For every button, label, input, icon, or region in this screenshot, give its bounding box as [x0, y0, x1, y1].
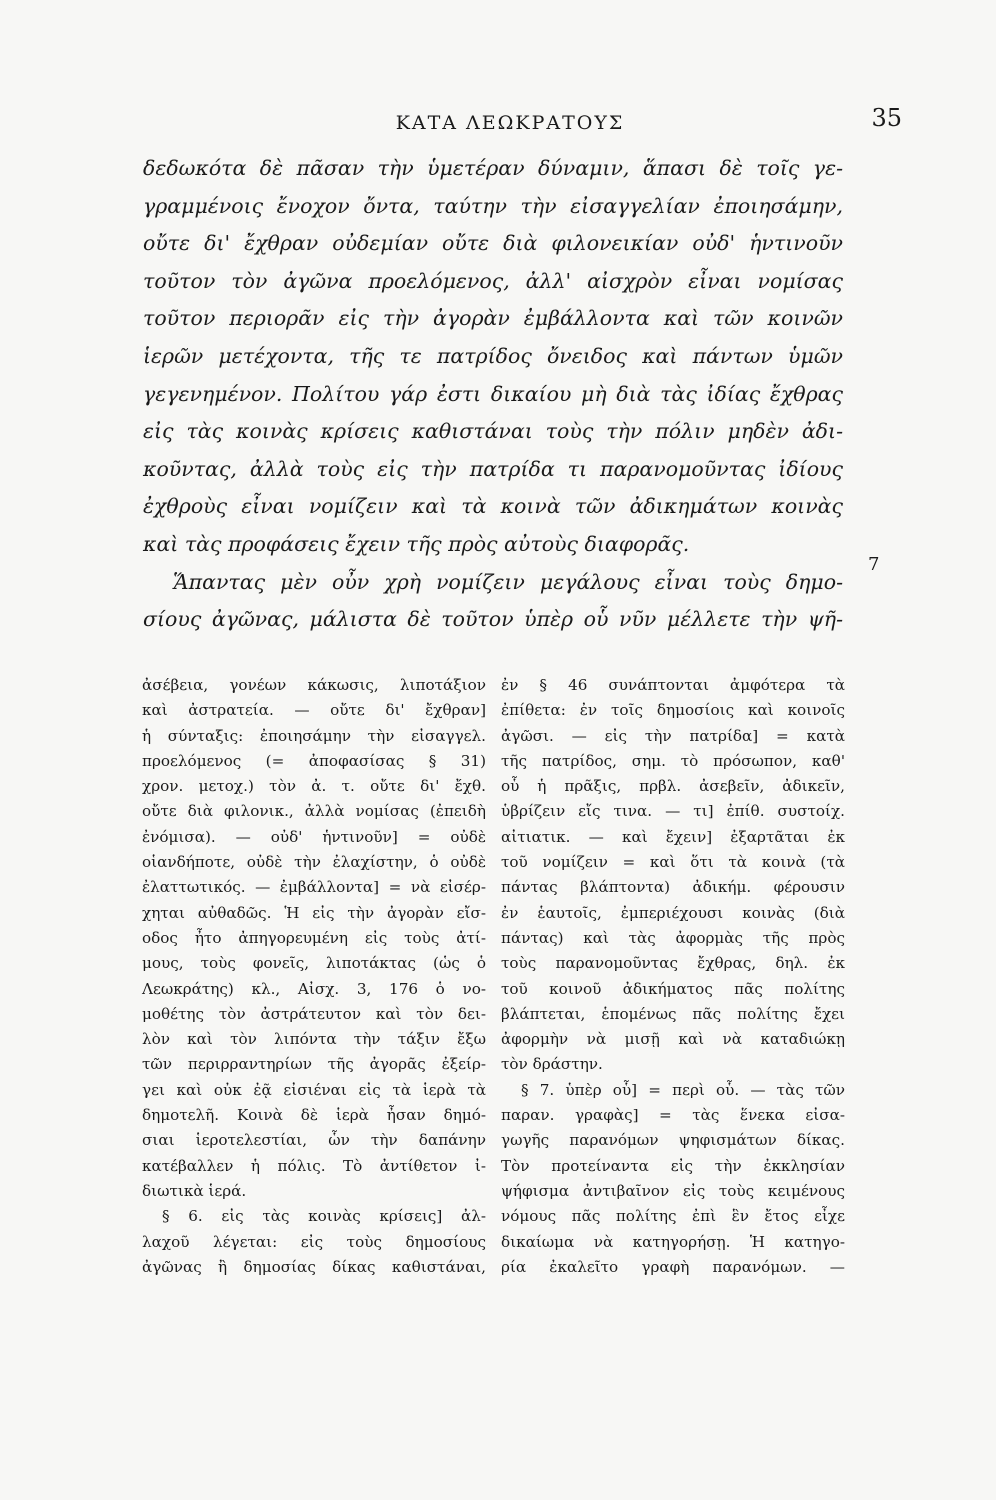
note-line: κατέβαλλεν ἡ πόλις. Τὸ ἀντίθετον ἰ- [142, 1156, 486, 1175]
text-line: τοῦτον τὸν ἀγῶνα προελόμενος, ἀλλ' αἰσχρὸν εἶναι νομίσας [143, 268, 843, 293]
page-number: 35 [871, 104, 902, 132]
note-line: § 7. ὑπὲρ οὗ] = περὶ οὗ. — τὰς τῶν [521, 1080, 845, 1099]
note-line: γει καὶ οὐκ ἐᾷ εἰσιέναι εἰς τὰ ἱερὰ τὰ [142, 1080, 486, 1099]
text-line: δεδωκότα δὲ πᾶσαν τὴν ὑμετέραν δύναμιν, ἅπασι δὲ τοῖς γε- [143, 156, 843, 180]
note-line: ὑβρίζειν εἴς τινα. — τι] ἐπίθ. συστοίχ. [501, 802, 845, 821]
running-title: ΚΑΤΑ ΛΕΩΚΡΑΤΟΥΣ [395, 112, 625, 134]
note-line: Λεωκράτης) κλ., Αἰσχ. 3, 176 ὁ νο- [142, 979, 486, 998]
note-line: ἀσέβεια, γονέων κάκωσις, λιποτάξιον [142, 676, 486, 694]
note-line: τῶν περιρραντηρίων τῆς ἀγορᾶς ἐξείρ- [142, 1055, 486, 1074]
note-line: παραν. γραφὰς] = τὰς ἕνεκα εἰσα- [501, 1106, 845, 1125]
text-line: ἱερῶν μετέχοντα, τῆς τε πατρίδος ὄνειδος καὶ πάντων ὑμῶν [143, 343, 843, 368]
note-line: ἀφορμὴν νὰ μισῇ καὶ νὰ καταδιώκῃ [501, 1030, 845, 1049]
note-line: τὸν δράστην. [501, 1055, 603, 1074]
note-line: σιαι ἱεροτελεστίαι, ὧν τὴν δαπάνην [142, 1131, 486, 1150]
note-line: τοὺς παρανομοῦντας ἔχθρας, δηλ. ἐκ [501, 954, 845, 973]
note-line: χηται αὐθαδῶς. Ἡ εἰς τὴν ἀγορὰν εἴσ- [142, 903, 486, 922]
text-line: Ἅπαντας μὲν οὖν χρὴ νομίζειν μεγάλους εἶναι τοὺς δημο- [173, 569, 843, 594]
note-line: τῆς πατρίδος, σημ. τὸ πρόσωπον, καθ' [501, 751, 845, 770]
note-line: δικαίωμα νὰ κατηγορήσῃ. Ἡ κατηγο- [501, 1232, 845, 1251]
text-line: καὶ τὰς προφάσεις ἔχειν τῆς πρὸς αὐτοὺς διαφορᾶς. [143, 531, 690, 556]
text-line: γεγενημένον. Πολίτου γάρ ἐστι δικαίου μὴ διὰ τὰς ἰδίας ἔχθρας [143, 381, 843, 406]
note-line: πάντας) καὶ τὰς ἀφορμὰς τῆς πρὸς [501, 928, 845, 947]
text-line: ἐχθροὺς εἶναι νομίζειν καὶ τὰ κοινὰ τῶν ἀδικημάτων κοινὰς [143, 494, 843, 519]
note-line: γωγῆς παρανόμων ψηφισμάτων δίκας. [501, 1131, 845, 1150]
text-line: τοῦτον περιορᾶν εἰς τὴν ἀγορὰν ἐμβάλλοντα καὶ τῶν κοινῶν [143, 306, 843, 331]
note-line: οὔτε διὰ φιλονικ., ἀλλὰ νομίσας (ἐπειδὴ [142, 802, 486, 821]
notes-right-column [501, 673, 845, 1280]
note-line: ψήφισμα ἀντιβαῖνον εἰς τοὺς κειμένους [501, 1181, 845, 1200]
note-line: λὸν καὶ τὸν λιπόντα τὴν τάξιν ἔξω [142, 1030, 486, 1049]
note-line: ἡ σύνταξις: ἐποιησάμην τὴν εἰσαγγελ. [142, 726, 486, 745]
section-margin-number: 7 [868, 554, 880, 575]
note-line: διωτικὰ ἱερά. [142, 1181, 247, 1200]
text-line: γραμμένοις ἔνοχον ὄντα, ταύτην τὴν εἰσαγγελίαν ἐποιησάμην, [143, 193, 843, 218]
text-line: κοῦντας, ἀλλὰ τοὺς εἰς τὴν πατρίδα τι παρανομοῦντας ἰδίους [143, 456, 843, 481]
note-line: προελόμενος (= ἀποφασίσας § 31) [142, 751, 486, 770]
note-line: ἀγῶσι. — εἰς τὴν πατρίδα] = κατὰ [501, 726, 845, 745]
note-line: ρία ἐκαλεῖτο γραφὴ παρανόμων. — [501, 1257, 845, 1276]
note-line: καὶ ἀστρατεία. — οὔτε δι' ἔχθραν] [142, 701, 486, 720]
note-line: λαχοῦ λέγεται: εἰς τοὺς δημοσίους [142, 1232, 486, 1251]
note-line: δημοτελῆ. Κοινὰ δὲ ἱερὰ ἦσαν δημό- [142, 1106, 486, 1125]
note-line: χρον. μετοχ.) τὸν ἀ. τ. οὔτε δι' ἔχθ. [142, 777, 486, 796]
note-line: ἐνόμισα). — οὐδ' ἡντινοῦν] = οὐδὲ [142, 827, 486, 846]
note-line: ἐλαττωτικός. — ἐμβάλλοντα] = νὰ εἰσέρ- [142, 878, 486, 897]
note-line: οδος ἦτο ἀπηγορευμένη εἰς τοὺς ἀτί- [142, 928, 486, 947]
note-line: αἰτιατικ. — καὶ ἔχειν] ἐξαρτᾶται ἐκ [501, 827, 845, 846]
text-line: εἰς τὰς κοινὰς κρίσεις καθιστάναι τοὺς τὴν πόλιν μηδὲν ἀδι- [143, 419, 843, 444]
note-line: Τὸν προτείναντα εἰς τὴν ἐκκλησίαν [501, 1156, 845, 1175]
note-line: πάντας βλάπτοντα) ἀδικήμ. φέρουσιν [501, 878, 845, 897]
note-line: ἐν § 46 συνάπτονται ἀμφότερα τὰ [501, 676, 845, 694]
note-line: οὗ ἡ πρᾶξις, πρβλ. ἀσεβεῖν, ἀδικεῖν, [501, 777, 845, 796]
notes-left-column [142, 673, 486, 1280]
note-line: μους, τοὺς φονεῖς, λιποτάκτας (ὡς ὁ [142, 954, 486, 973]
text-line: οὔτε δι' ἔχθραν οὐδεμίαν οὔτε διὰ φιλονεικίαν οὐδ' ἡντινοῦν [143, 231, 843, 256]
note-line: τοῦ κοινοῦ ἀδικήματος πᾶς πολίτης [501, 979, 845, 998]
note-line: μοθέτης τὸν ἀστράτευτον καὶ τὸν δει- [142, 1004, 486, 1023]
text-line: σίους ἀγῶνας, μάλιστα δὲ τοῦτον ὑπὲρ οὗ νῦν μέλλετε τὴν ψῆ- [143, 607, 843, 632]
main-text [143, 150, 843, 639]
note-line: νόμους πᾶς πολίτης ἐπὶ ἓν ἔτος εἶχε [501, 1207, 845, 1226]
note-line: ἀγῶνας ἢ δημοσίας δίκας καθιστάναι, [142, 1257, 486, 1276]
note-line: ἐπίθετα: ἐν τοῖς δημοσίοις καὶ κοινοῖς [501, 701, 845, 720]
note-line: ἐν ἑαυτοῖς, ἐμπεριέχουσι κοινὰς (διὰ [501, 903, 845, 922]
note-line: τοῦ νομίζειν = καὶ ὅτι τὰ κοινὰ (τὰ [501, 853, 845, 872]
note-line: οἱανδήποτε, οὐδὲ τὴν ἐλαχίστην, ὁ οὐδὲ [142, 853, 486, 872]
running-header [140, 104, 902, 142]
note-line: § 6. εἰς τὰς κοινὰς κρίσεις] ἀλ- [162, 1207, 486, 1226]
note-line: βλάπτεται, ἑπομένως πᾶς πολίτης ἔχει [501, 1004, 845, 1023]
